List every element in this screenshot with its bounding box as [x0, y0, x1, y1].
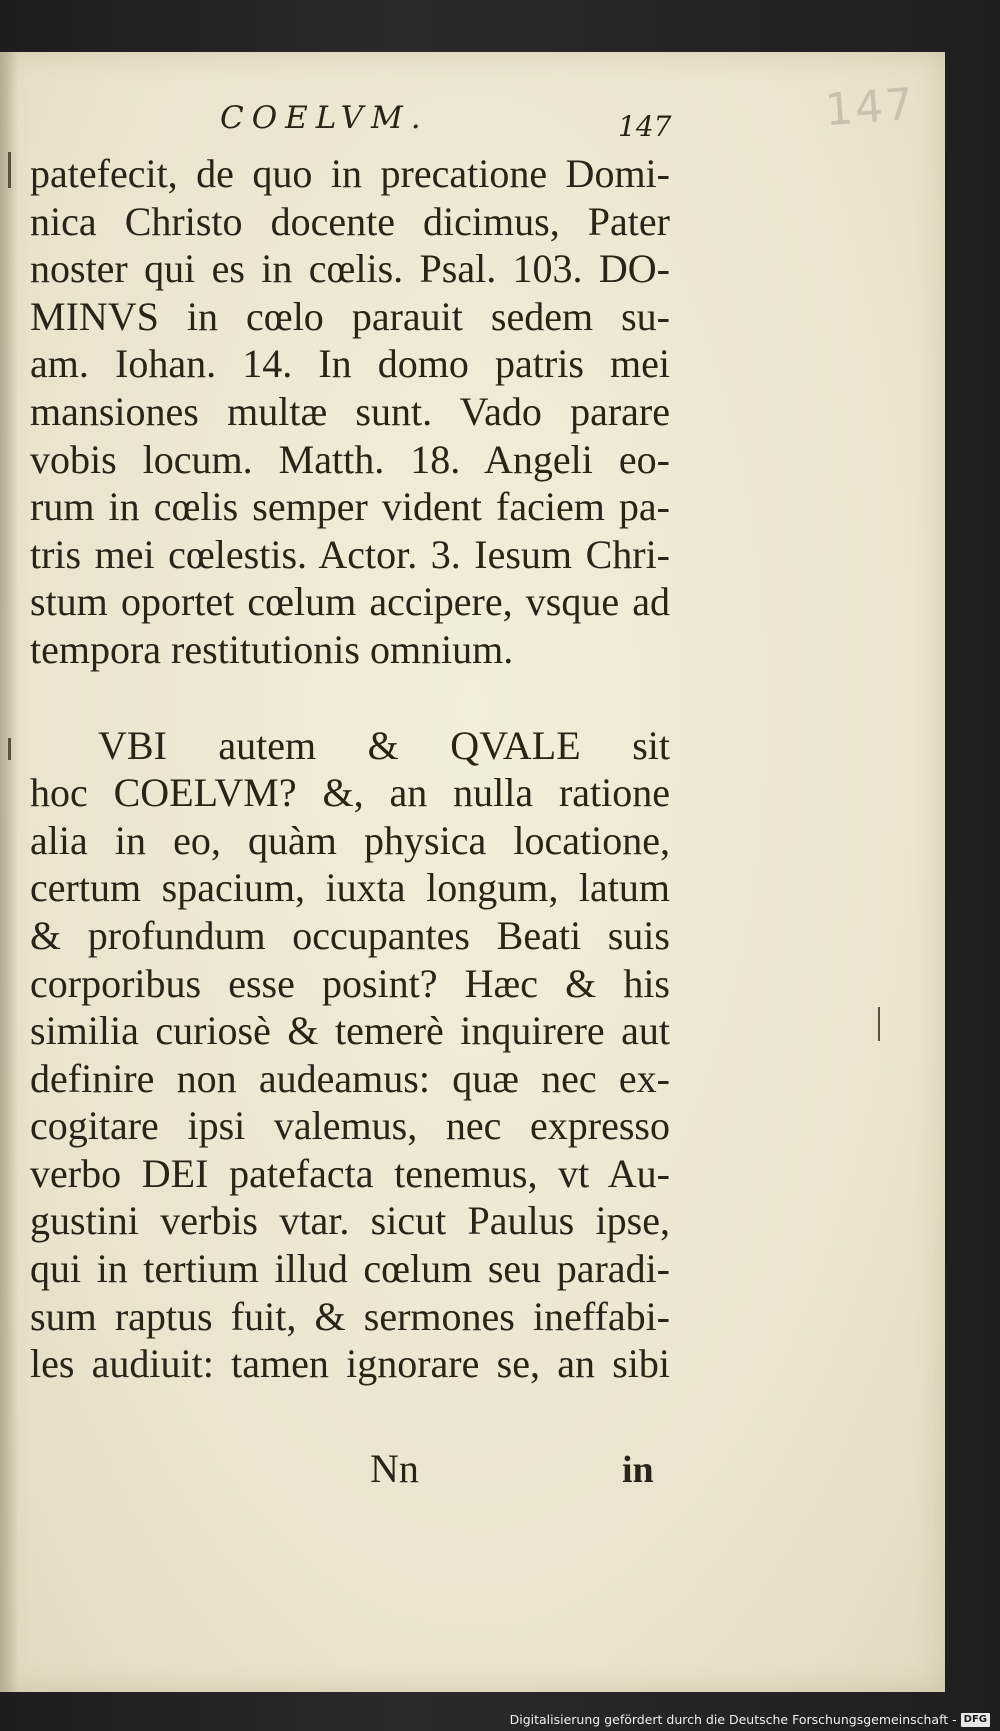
handwritten-page-number: 147 — [823, 78, 917, 137]
digitization-credit — [510, 1712, 990, 1727]
text-line: definire non audeamus: quæ nec ex- — [30, 1055, 670, 1101]
text-line: rum in cœlis semper vident faciem pa- — [30, 484, 670, 530]
text-line: am. Iohan. 14. In domo patris mei — [30, 341, 670, 387]
text-line: alia in eo, quàm physica locatione, — [30, 817, 670, 863]
text-line: tempora restitutionis omnium. — [30, 626, 514, 672]
text-line: corporibus esse posint? Hæc & his — [30, 960, 670, 1006]
text-line: gustini verbis vtar. sicut Paulus ipse, — [30, 1198, 670, 1244]
text-line: VBI autem & QVALE sit — [98, 722, 670, 768]
text-line: patefecit, de quo in precatione Domi- — [30, 151, 670, 196]
text-line: les audiuit: tamen ignorare se, an sibi — [30, 1341, 670, 1387]
margin-mark — [8, 738, 11, 760]
signature-mark: Nn — [370, 1446, 419, 1491]
book-page — [0, 52, 945, 1692]
text-line: stum oportet cœlum accipere, vsque ad — [30, 579, 670, 625]
text-line: certum spacium, iuxta longum, latum — [30, 865, 670, 911]
text-line: mansiones multæ sunt. Vado parare — [30, 388, 670, 434]
text-line: qui in tertium illud cœlum seu paradi- — [30, 1246, 670, 1292]
text-line: sum raptus fuit, & sermones ineffabi- — [30, 1293, 670, 1339]
credit-text: Digitalisierung gefördert durch die Deutsche Forschungsgemeinschaft - — [509, 1712, 957, 1727]
text-line: vobis locum. Matth. 18. Angeli eo- — [30, 436, 670, 482]
catchword: in — [622, 1449, 654, 1491]
body-text — [30, 150, 670, 1388]
page-edge — [0, 52, 18, 1692]
text-line: noster qui es in cœlis. Psal. 103. DO- — [30, 246, 670, 292]
text-line: hoc COELVM? &, an nulla ratione — [30, 770, 670, 816]
text-line: similia curiosè & temerè inquirere aut — [30, 1008, 670, 1054]
text-line: nica Christo docente dicimus, Pater — [30, 198, 670, 244]
page-number: 147 — [618, 110, 672, 143]
running-head: COELVM. — [220, 100, 429, 136]
dfg-logo: DFG — [961, 1713, 990, 1727]
text-line: verbo DEI patefacta tenemus, vt Au- — [30, 1150, 670, 1196]
text-line: & profundum occupantes Beati suis — [30, 912, 670, 958]
paragraph-gap — [30, 674, 670, 722]
margin-mark — [878, 1007, 880, 1041]
text-line: tris mei cœlestis. Actor. 3. Iesum Chri- — [30, 531, 670, 577]
text-line: MINVS in cœlo parauit sedem su- — [30, 293, 670, 339]
margin-mark — [8, 152, 11, 188]
text-line: cogitare ipsi valemus, nec expresso — [30, 1103, 670, 1149]
